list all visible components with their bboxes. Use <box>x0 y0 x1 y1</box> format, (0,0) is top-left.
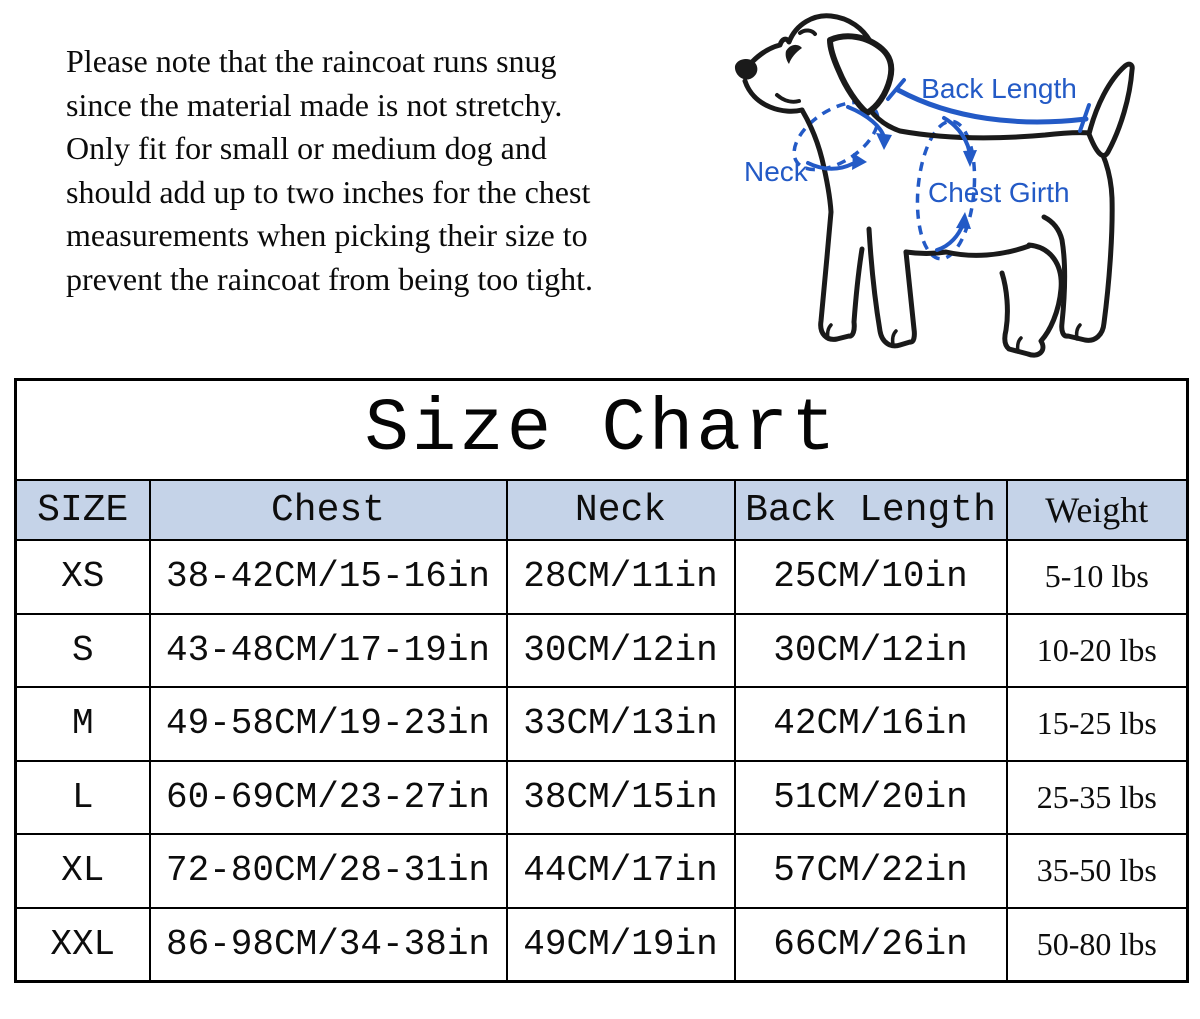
dog-nose <box>735 59 757 80</box>
dog-eye <box>786 45 802 64</box>
size-row-s <box>16 614 1188 688</box>
back-length-cell: 25CM/10in <box>735 540 1007 614</box>
note-line: measurements when picking their size to <box>66 217 588 253</box>
neck-arrowhead-down <box>876 133 892 150</box>
size-cell: S <box>16 614 150 688</box>
chest-cell: 72-80CM/28-31in <box>150 834 507 908</box>
neck-arrowhead-right <box>852 153 867 170</box>
chest-cell: 49-58CM/19-23in <box>150 687 507 761</box>
back-length-cell: 66CM/26in <box>735 908 1007 982</box>
note-line: Only fit for small or medium dog and <box>66 130 547 166</box>
chest-cell: 38-42CM/15-16in <box>150 540 507 614</box>
back-length-cell: 51CM/20in <box>735 761 1007 835</box>
neck-cell: 33CM/13in <box>507 687 735 761</box>
note-line: Please note that the raincoat runs snug <box>66 43 557 79</box>
dog-tail <box>1089 64 1132 155</box>
size-chart-table <box>14 378 1189 983</box>
size-cell: L <box>16 761 150 835</box>
size-chart-title: Size Chart <box>16 380 1188 481</box>
size-row-xs <box>16 540 1188 614</box>
weight-cell: 15-25 lbs <box>1007 687 1188 761</box>
neck-cell: 49CM/19in <box>507 908 735 982</box>
note-line: should add up to two inches for the chest <box>66 173 591 210</box>
note-line: prevent the raincoat from being too tight. <box>66 260 593 297</box>
header-row <box>16 480 1188 540</box>
col-header-weight: Weight <box>1007 480 1188 540</box>
size-row-m <box>16 687 1188 761</box>
note-line: since the material made is not stretchy. <box>66 86 563 123</box>
weight-cell: 50-80 lbs <box>1007 908 1188 982</box>
col-header-neck: Neck <box>507 480 735 540</box>
back-length-label: Back Length <box>921 73 1077 104</box>
dog-measurement-diagram <box>700 0 1200 380</box>
weight-cell: 5-10 lbs <box>1007 540 1188 614</box>
neck-cell: 44CM/17in <box>507 834 735 908</box>
chest-cell: 43-48CM/17-19in <box>150 614 507 688</box>
chest-girth-label: Chest Girth <box>928 177 1070 208</box>
neck-cell: 28CM/11in <box>507 540 735 614</box>
size-row-l <box>16 761 1188 835</box>
weight-cell: 10-20 lbs <box>1007 614 1188 688</box>
size-cell: XXL <box>16 908 150 982</box>
size-row-xxl <box>16 908 1188 982</box>
weight-cell: 35-50 lbs <box>1007 834 1188 908</box>
dog-ear <box>830 36 891 113</box>
neck-label: Neck <box>744 156 808 187</box>
neck-cell: 30CM/12in <box>507 614 735 688</box>
size-cell: XL <box>16 834 150 908</box>
chest-cell: 60-69CM/23-27in <box>150 761 507 835</box>
col-header-size: SIZE <box>16 480 150 540</box>
size-chart-section <box>14 378 1186 983</box>
title-row <box>16 380 1188 481</box>
neck-cell: 38CM/15in <box>507 761 735 835</box>
dog-diagram-svg <box>700 0 1200 380</box>
back-length-cell: 57CM/22in <box>735 834 1007 908</box>
weight-cell: 25-35 lbs <box>1007 761 1188 835</box>
chest-cell: 86-98CM/34-38in <box>150 908 507 982</box>
col-header-chest: Chest <box>150 480 507 540</box>
fit-note-paragraph <box>66 40 706 301</box>
back-length-cell: 30CM/12in <box>735 614 1007 688</box>
col-header-back-length: Back Length <box>735 480 1007 540</box>
back-length-cell: 42CM/16in <box>735 687 1007 761</box>
size-cell: M <box>16 687 150 761</box>
size-cell: XS <box>16 540 150 614</box>
size-row-xl <box>16 834 1188 908</box>
